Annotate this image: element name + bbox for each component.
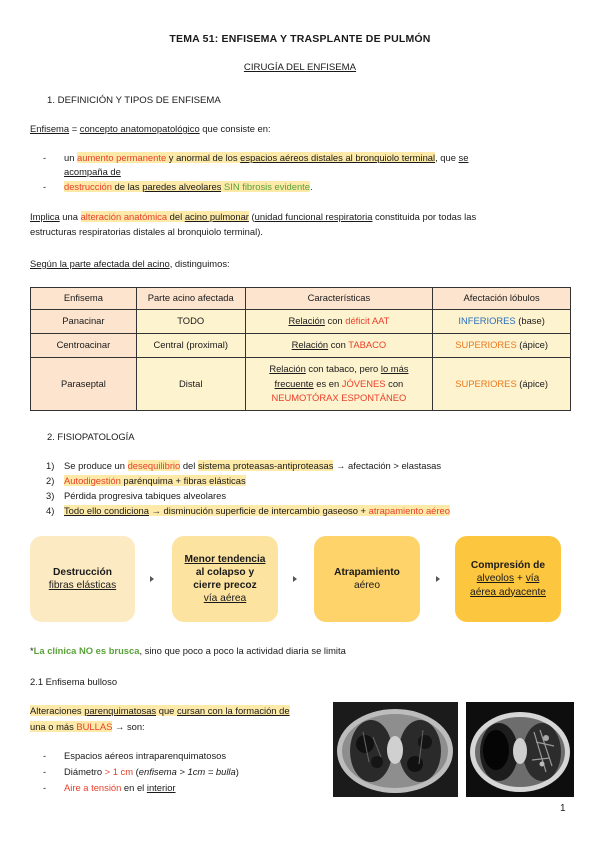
text: INFERIORES	[458, 315, 516, 327]
text: lo más	[380, 363, 409, 375]
highlight: sistema proteasas-antiproteasas	[197, 460, 334, 471]
text: Según la parte afectada del acino	[30, 258, 170, 269]
section-heading-fisiopatologia: 2. FISIOPATOLOGÍA	[47, 431, 135, 442]
bullet-dash: -	[43, 782, 47, 793]
table-row	[31, 310, 571, 334]
implica-line-2: estructuras respiratorias distales al bronquiolo terminal).	[30, 225, 263, 237]
highlight: aumento permanente	[77, 152, 167, 163]
definition-line	[30, 123, 271, 136]
text: una	[59, 211, 81, 222]
text: Diámetro	[64, 766, 105, 777]
document-subtitle: CIRUGÍA DEL ENFISEMA	[243, 62, 357, 73]
highlight: Todo ello condiciona	[64, 505, 149, 516]
highlight: Alteraciones	[30, 705, 85, 716]
text: SUPERIORES	[455, 377, 517, 389]
text: un	[64, 152, 78, 163]
text: Aire a tensión	[64, 782, 122, 793]
ct-image-2	[466, 702, 574, 797]
table-header: Enfisema	[31, 288, 137, 310]
text: Implica	[30, 211, 60, 222]
text: Relación	[288, 315, 325, 327]
table-cell: Paraseptal	[31, 358, 137, 411]
arrow-icon	[436, 576, 440, 582]
text: al colapso y	[195, 566, 255, 578]
text: Pérdida progresiva tabiques alveolares	[64, 490, 227, 501]
term-enfisema: Enfisema	[30, 123, 70, 134]
highlight: BULLAS	[76, 720, 113, 732]
text: con	[324, 315, 346, 327]
bulloso-item	[64, 750, 226, 763]
bulloso-paragraph	[30, 705, 330, 733]
text: +	[514, 573, 526, 585]
text: enfisema > 1cm = bulla	[138, 766, 236, 777]
highlight: parenquimatosas	[84, 705, 157, 716]
text: (	[133, 766, 139, 777]
text: JÓVENES	[341, 377, 386, 389]
highlight: desequilibrio	[127, 460, 181, 471]
flow-box-atrapamiento	[314, 536, 420, 622]
ct-image-1	[333, 702, 458, 797]
table-header-row	[31, 288, 571, 310]
text: aéreo	[353, 580, 381, 591]
table-cell: Distal	[136, 358, 245, 411]
arrow-icon	[293, 576, 297, 582]
text: Atrapamiento	[334, 566, 400, 578]
text: vía	[525, 573, 540, 585]
text: con	[385, 377, 404, 389]
text: > 1 cm	[104, 766, 134, 777]
text: aérea adyacente	[470, 586, 546, 598]
text: cierre precoz	[193, 580, 257, 591]
text: con tabaco, pero	[305, 363, 381, 375]
bulloso-line-2	[30, 721, 330, 734]
text: que consiste en:	[199, 123, 271, 134]
text: es en	[313, 377, 342, 389]
highlight: destrucción	[64, 181, 112, 192]
table-cell	[245, 310, 433, 334]
text: vía aérea	[203, 593, 247, 605]
table-cell	[245, 334, 433, 358]
text: , sino que poco a poco la actividad diaria se limita	[139, 645, 346, 656]
bullet-dash: -	[43, 152, 47, 163]
definition-bullet-1	[64, 152, 468, 165]
table-cell	[245, 358, 433, 411]
bulloso-line-1	[30, 705, 330, 718]
highlight: cursan con la formación de	[176, 705, 290, 716]
highlight: espacios aéreos distales al bronquiolo terminal	[240, 152, 436, 163]
text: fibras elásticas	[48, 580, 117, 591]
highlight: → disminución superficie de intercambio gaseoso +	[148, 505, 369, 516]
text: del	[180, 460, 198, 471]
highlight: parénquima + fibras elásticas	[120, 475, 246, 486]
bullet-dash: -	[43, 750, 47, 761]
list-number: 3)	[46, 490, 55, 501]
flow-box-menor-tendencia	[172, 536, 278, 622]
page-number: 1	[560, 803, 566, 814]
table-cell	[433, 334, 571, 358]
term-anatomopatologico: concepto anatomopatológico	[79, 123, 200, 134]
text: se	[458, 152, 469, 163]
definition-bullet-2	[64, 181, 313, 194]
text: Relación	[291, 339, 329, 351]
text: (base)	[515, 315, 545, 327]
text: → afectación > elastasas	[333, 460, 442, 471]
text: Espacios aéreos intraparenquimatosos	[64, 750, 227, 761]
table-cell	[433, 310, 571, 334]
table-cell: Centroacinar	[31, 334, 137, 358]
implica-line-1	[30, 211, 570, 224]
bullet-dash: -	[43, 766, 47, 777]
text: (ápice)	[516, 377, 548, 389]
text: , distinguimos:	[169, 258, 230, 269]
section-heading-bulloso: 2.1 Enfisema bulloso	[30, 676, 118, 687]
text: interior	[146, 782, 176, 793]
text: Compresión de	[470, 560, 546, 572]
text: (ápice)	[516, 339, 548, 351]
section-heading-definition: 1. DEFINICIÓN Y TIPOS DE ENFISEMA	[47, 95, 221, 106]
highlight: alteración anatómica	[80, 211, 168, 222]
text: Menor tendencia	[184, 553, 266, 565]
text: en el	[121, 782, 147, 793]
list-number: 4)	[46, 505, 55, 516]
text: Se produce un	[64, 460, 128, 471]
highlight: paredes alveolares	[142, 181, 222, 192]
text: (	[248, 211, 255, 222]
table-cell: Central (proximal)	[136, 334, 245, 358]
table-header: Características	[245, 288, 433, 310]
highlight: Autodigestión	[64, 475, 121, 486]
text: → son:	[112, 720, 145, 732]
chest-ct-scan-1	[333, 702, 458, 797]
arrow-icon	[150, 576, 154, 582]
text: =	[69, 123, 80, 134]
document-title: TEMA 51: ENFISEMA Y TRASPLANTE DE PULMÓN	[169, 33, 431, 45]
chest-ct-scan-2	[466, 702, 574, 797]
text: )	[235, 766, 239, 777]
bullet-dash: -	[43, 181, 47, 192]
clinical-note	[30, 645, 346, 658]
highlight: SIN fibrosis evidente	[221, 181, 310, 192]
text: alveolos	[476, 573, 515, 585]
text: NEUMOTÓRAX ESPONTÁNEO	[271, 392, 407, 404]
text: unidad funcional respiratoria	[254, 211, 373, 222]
list-item	[64, 475, 246, 488]
table-cell: Panacinar	[31, 310, 137, 334]
text: frecuente	[274, 377, 314, 389]
highlight: que	[156, 705, 177, 716]
table-header: Parte acino afectada	[136, 288, 245, 310]
list-item	[64, 490, 226, 503]
text: con	[328, 339, 349, 351]
implica-paragraph	[30, 211, 570, 238]
table-row	[31, 334, 571, 358]
definition-bullet-1-cont: acompaña de	[64, 166, 121, 177]
list-number: 2)	[46, 475, 55, 486]
text: déficit AAT	[345, 315, 390, 327]
flow-box-destruccion	[30, 536, 135, 622]
bulloso-item	[64, 766, 239, 779]
bulloso-item	[64, 782, 176, 795]
text: SUPERIORES	[455, 339, 517, 351]
highlight: atrapamiento aéreo	[368, 505, 450, 516]
table-cell: TODO	[136, 310, 245, 334]
highlight: una o más	[30, 720, 77, 732]
highlight: acino pulmonar	[184, 211, 249, 222]
text: Relación	[269, 363, 306, 375]
segun-line	[30, 258, 230, 271]
text: TABACO	[348, 339, 387, 351]
flow-box-compresion	[455, 536, 561, 622]
text: La clínica NO es brusca	[33, 645, 140, 656]
list-item	[64, 460, 441, 473]
table-cell	[433, 358, 571, 411]
highlight: y anormal de los	[166, 152, 241, 163]
highlight: de las	[111, 181, 143, 192]
text: Destrucción	[53, 566, 112, 578]
list-number: 1)	[46, 460, 55, 471]
table-row	[31, 358, 571, 411]
text: .	[310, 181, 313, 192]
highlight: del	[167, 211, 185, 222]
emphysema-types-table	[30, 287, 571, 411]
text: *	[30, 645, 34, 656]
list-item	[64, 505, 450, 518]
table-header: Afectación lóbulos	[433, 288, 571, 310]
text: constituida por todas las	[372, 211, 477, 222]
text: , que	[435, 152, 459, 163]
